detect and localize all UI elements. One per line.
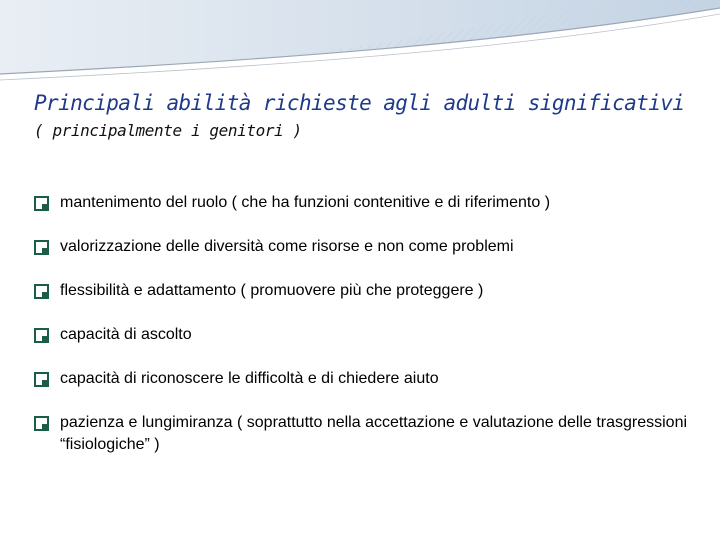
bullet-text: valorizzazione delle diversità come risorse e non come problemi [60,238,514,255]
bullet-text: mantenimento del ruolo ( che ha funzioni contenitive e di riferimento ) [60,194,551,211]
header-swoosh-graphic [0,0,720,90]
bullet-text: pazienza e lungimiranza ( soprattutto nella accettazione e valutazione delle trasgressioni “fisiologiche” ) [60,414,688,453]
bullet-text: capacità di riconoscere le difficoltà e di chiedere aiuto [60,370,439,387]
bullet-text: flessibilità e adattamento ( promuovere più che proteggere ) [60,282,484,299]
checkbox-square-icon [34,328,49,343]
checkbox-square-icon [34,372,49,387]
list-item [34,192,694,236]
checkbox-square-icon [34,284,49,299]
list-item [34,324,694,368]
list-item [34,280,694,324]
slide-subtitle: ( principalmente i genitori ) [34,121,302,140]
bullet-list [34,192,694,478]
checkbox-square-icon [34,416,49,431]
bullet-text: capacità di ascolto [60,326,192,343]
slide-title: Principali abilità richieste agli adulti significativi [34,91,685,115]
checkbox-square-icon [34,240,49,255]
title-block [34,88,714,142]
list-item [34,412,694,478]
list-item [34,236,694,280]
header-decoration [0,0,720,90]
list-item [34,368,694,412]
checkbox-square-icon [34,196,49,211]
